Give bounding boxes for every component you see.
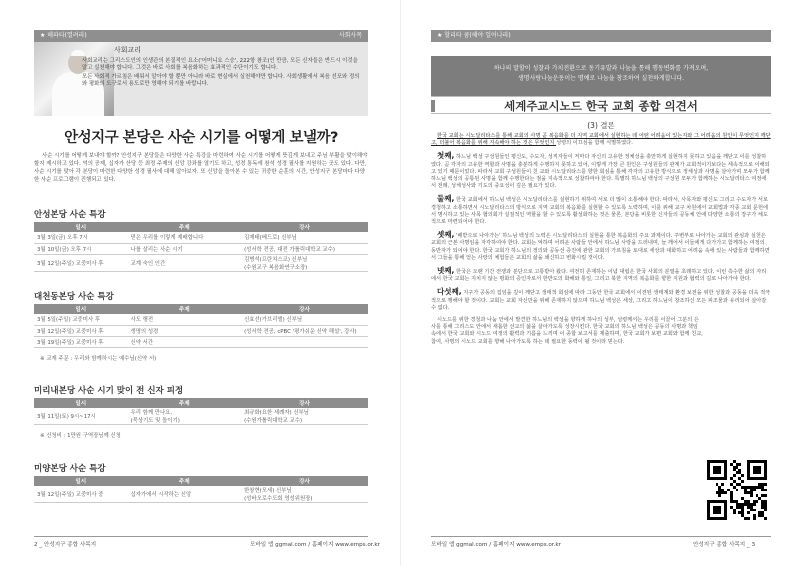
table-header: 일시	[34, 476, 128, 486]
table-header: 주제	[128, 222, 242, 232]
paragraph-text: 한국 교회에서 하느님 백성은 시노달리타스를 실현하기 위하여 서로 더 많이 소통해야 한다. 따라서, 사목자와 평신도 그리고 수도자가 서로 경청하고 소통하면서 시노달리타스의 방식으로 지역 교회의 복음화를 실현할 수 있도록 노력하며, 이를 위해 교구 차원에서 교회법과 각종 교회 문헌에서 명시하고 있는 사목 협의회가 실질적인 역할을 할 수 있도록 활성화하는 것은 물론, 본당을 비롯한 신자들의 공동체 안에 다양한 소통의 장구가 체도적으로 마련되어야 한다.	[431, 197, 769, 226]
synod-paragraph	[431, 317, 703, 346]
paragraph-lead: 첫째,	[437, 151, 455, 161]
table-row	[34, 325, 368, 336]
synod-paragraph	[431, 231, 771, 262]
section-note: ※ 신청비 : 1만원 구역장님께 신청	[40, 433, 121, 439]
section-title: 미양본당 사순 특강	[34, 464, 106, 474]
table-header: 일시	[34, 398, 128, 408]
catechism-paragraph: 사회교리는 그리스도인의 인생관의 본질적인 요소('어머니요 스승', 222항 참조)인 만큼, 모든 신자들은 반드시 이것을 알고 실천해야 합니다. 그것은 바로 사회를 복음화하는 효과적인 수단이기도 합니다.	[82, 58, 358, 71]
paragraph-emphasis: 한국 교회는 시노달리타스를 통해 교회의 사명 곧 복음화를 더 지역 교회에서 실현하는 데 어떤 어려움이 있는지와 그 어려움의 원인이 무엇인지 깨닫고, 더불어 복음화를 위해 지속해야 하는 것은 무엇인지	[431, 133, 771, 147]
synod-paragraph	[431, 267, 771, 283]
synod-paragraph	[431, 195, 771, 226]
table-header: 강사	[241, 304, 368, 314]
table-cell: 교계 숙인 인간	[128, 254, 242, 271]
table-cell: (성서학 전공, 대전 가톨릭대학교 교수)	[241, 243, 368, 254]
table-cell: 우리 함께 만나요, (묵상기도 및 돌이기)	[128, 408, 242, 425]
table-cell: 사도 행전	[128, 314, 242, 325]
right-header-label: ★ 할리타 쿰(해야 일어나라)	[437, 32, 511, 39]
table-header: 일시	[34, 304, 128, 314]
synod-title: 세계주교시노드 한국 교회 종합 의견서	[504, 99, 698, 113]
table-cell	[241, 336, 368, 347]
table-cell: 김재태(베드로) 신부님	[241, 232, 368, 243]
table-cell: 3월 10일(금) 오후 7시	[34, 243, 128, 254]
footer-divider	[431, 536, 771, 537]
paragraph-lead: 넷째,	[437, 266, 455, 276]
left-footer-contact: 모바일 앱 ggmal.com / 홈페이지 www.emps.or.kr	[250, 542, 380, 548]
synod-subtitle: (3) 결론	[587, 121, 615, 130]
table-row	[34, 254, 368, 271]
schedule-table	[34, 476, 368, 503]
synod-paragraph	[431, 288, 771, 312]
table-row	[34, 486, 368, 503]
table-header: 주제	[128, 476, 242, 486]
schedule-table	[34, 304, 368, 348]
table-cell: 한창현(모세) 신부님 (성바오로수도회 영성위원장)	[241, 486, 368, 503]
table-cell: 3월 12일(주일) 교중미사 후	[34, 254, 128, 271]
section-title: 안성본당 사순 특강	[34, 210, 106, 220]
synod-body	[431, 133, 771, 351]
paragraph-lead: 다섯째,	[437, 287, 462, 297]
paragraph-lead: 셋째,	[437, 230, 455, 240]
catechism-title: 사회교리	[114, 46, 142, 54]
table-row	[34, 336, 368, 347]
table-cell: 3월 11일(토) 9시~17시	[34, 408, 128, 425]
synod-paragraph	[431, 152, 771, 190]
table-header: 강사	[241, 222, 368, 232]
article-title: 안성지구 본당은 사순 시기를 어떻게 보낼까?	[64, 130, 338, 146]
catechism-text	[82, 58, 362, 90]
right-page	[400, 0, 800, 566]
right-page-header	[431, 30, 771, 42]
catechism-paragraph: 모든 사회적 가르침은 배워서 알아야 할 뿐만 아니라 바로 현실에서 실천해야만 합니다. 사회생활에서 복음 선포와 정의와 평화의 도구로서 용도로만 영해야 되기를 바랍니다.	[82, 74, 360, 87]
paragraph-lead: 둘째,	[437, 194, 455, 204]
left-page-header	[34, 30, 368, 42]
table-row	[34, 314, 368, 325]
table-cell: 3월 12일(주일) 교중미사 중	[34, 486, 128, 503]
schedule-table	[34, 398, 368, 425]
table-cell: 십자가에서 시작하는 신앙	[128, 486, 242, 503]
paragraph-text: 지구가 공동의 집임을 깊이 깨닫고 생태적 회심에 따라 그동안 한국 교회에서 이전된 생태계와 환경 보전을 위한 성찰과 공동을 더욱 적극적으로 행해야 할 것이다. 교회는 교회 자신만을 위해 존재하지 않으며 하느님 백성은 세상, 그리고 하느님이 창조하신 모든 피조물과 유리되어 살아갈 수 없다.	[431, 290, 771, 311]
table-cell: 나를 살리는 사순 시기	[128, 243, 242, 254]
article-intro: 사순 시기를 어떻게 보내야 할까? 안성지구 본당들은 다양한 사순 특강을 마련하여 사순 시기를 어떻게 뜻깊게 보내고 주님 부활을 맞이해야 할지 제시하고 있다. 억의 공제, 십자가 산당 등 최정 주제의 신앙 강좌를 열기도 하고, 성경 통독에 참석 성경 필사를 지원하는 곳도 있다. 다만, 사순 시기를 맞아 각 본당이 마련한 다양한 성경 필사에 대해 알아보자. 또 신앙을 돌아본 수 있는 귀중한 순훈의 시간, 안성지구 본당마다 다양한 사순 프로그램이 진행되고 있다.	[34, 153, 368, 183]
table-header: 강사	[241, 398, 368, 408]
table-cell: (성서학 전공, cPBC '평가쉬운 신약 해설', 강사)	[241, 325, 368, 336]
section-title: 미리내본당 사순 시기 맞이 전 신자 피정	[34, 386, 184, 396]
table-header: 주제	[128, 304, 242, 314]
left-page-number: 2 _ 안성지구 종합 사목지	[34, 542, 97, 548]
paragraph-text: 한국은 오랜 기간 전쟁과 분단으로 고통받아 왔다. 여전히 존재하는 이념 대립은 한국 사회의 분열을 초래하고 있다. 이런 측수한 삶의 자리에서 한국 교회는 지치지 않는 평화의 증인자로서 한반도의 화해와 통일, 그리고 북한 지역의 복음화를 향한 지원과 협력의 길로 나아가야 한다.	[431, 269, 767, 283]
table-cell: 신효선(가브리엘) 신부님	[241, 314, 368, 325]
table-cell: 3월 5일(주일) 교중미사 후	[34, 314, 128, 325]
right-footer-contact: 모바일 앱 ggmal.com / 홈페이지 www.emps.or.kr	[431, 542, 561, 548]
section-note: ※ 교재 주문 : 우리와 함께하시는 예수님(신약 서)	[40, 356, 157, 362]
footer-divider	[34, 536, 368, 537]
left-header-label: ★ 해파타(열려라)	[40, 32, 87, 39]
table-cell: 3월 3일(금) 오후 7시	[34, 232, 128, 243]
table-cell: 최규화(요한 세례자) 신부님 (수원가톨릭대학교 교수)	[241, 408, 368, 425]
table-header: 강사	[241, 476, 368, 486]
qr-code[interactable]	[707, 460, 767, 520]
table-row	[34, 243, 368, 254]
paragraph-text: 시노드를 위한 경청과 나눔 안에서 발견한 하느님의 백성을 향하게 하나의 성부, 성령께서는 우리를 이끌어 그분의 은사를 통해 그리스도 안에서 새롭한 선교의 삶을 살아가도록 성장시킨다. 한국 교회의 하느님 백성은 공동의 사명과 책임 속에서 한국 교회와 시노드 여정의 활력과 기름을 느끼며 이 종합 보고서를 제출하며, 한국 교회가 보편 교회와 함께 친교, 참여, 사명의 시노드 교회를 향해 나아가도록 하는 데 필요한 동력이 될 것이라 믿는다.	[431, 317, 703, 345]
schedule-table	[34, 222, 368, 272]
table-cell: 신약 서간	[128, 336, 242, 347]
paragraph-text: 하느님 백성 구성원들인 평신도, 수도자, 성직자들이 저마다 자신의 고유한 정체성을 충만하게 실현하지 못하고 있음을 깨닫고 이를 성찰하였다. 곧 각자의 고유한 역할과 사명을 충분하게 수행하지 못하고 있어, 이렇게 가장 큰 원인은 구성원들의 관계가 교회적이기보다는 세속적으로 이해되고 있기 때문이었다. 따라서 교회 구성원들이 친 교와 시노달리타스를 향한 회심을 통해 각자의 고유한 방식으로 정체성과 사명을 살아가며 모두가 함께 하느님 백성의 공통된 사명을 함께 수행한다는 점을 지속적으로 성찰하여야 한다. 특별히 하느님 백성의 구성원 모두가 함께하는 시노달리타스 여정에서 전례, 성체성사와 기도의 중요성이 깊은 필요가 있다.	[431, 154, 770, 190]
paragraph-text: 성령의 이끄심을 함께 식별하였다.	[556, 140, 633, 147]
table-cell: 3월 19일(주일) 교중미사 후	[34, 336, 128, 347]
synod-paragraph	[431, 133, 771, 147]
table-header: 일시	[34, 222, 128, 232]
table-row	[34, 408, 368, 425]
left-header-section: 사회사목	[338, 32, 362, 39]
section-title: 대천동본당 사순 특강	[34, 292, 114, 302]
table-cell: 3월 12일(주일) 교중미사 후	[34, 325, 128, 336]
banner-line: 하나의 말할이 성찰과 가치전환으로 동기유발과 나눔을 통해 행동변화를 가져오며,	[493, 65, 709, 72]
table-cell: 김병석(프란치스코) 신부님 (수원교구 복음화연구소장)	[241, 254, 368, 271]
motto-banner	[431, 56, 771, 96]
table-cell: 생명의 성경	[128, 325, 242, 336]
banner-line: 생명사랑나눔운동이는 명예로 나눔을 창조하여 실천하게합니다.	[517, 75, 685, 82]
paragraph-text: '배받으로 나아가는' 하느님 백성의 노력은 시노달리타스의 실현을 통한 복음화의 주요 과제이다. 주변부로 나아가는 교회의 관심과 실천은 교회의 근본 사명임을 자각하여야 한다. 교회는 억하며 어려운 사람들 안에서 하느님 사랑을 드러내며, 늘 깨어서 이들에게 다가가고 함께하는 여정의 동반자가 되어야 한다. 한국 교회가 하느님의 정의와 공동선 증진에 관한 교회의 가르침을 토대로 세상과 대화하고 어려움 속에 있는 사람들과 함께하면서 그들을 통해 얻는 사랑의 체험들은 교회의 삶을 쇄신하고 변화시킬 것이다.	[431, 233, 770, 261]
table-cell: 믿은 우리를 이렇게 재배합니다	[128, 232, 242, 243]
right-page-number: 안성지구 종합 사목지 _ 3	[693, 542, 756, 548]
table-header: 주제	[128, 398, 242, 408]
synod-title-bar	[431, 96, 771, 114]
table-row	[34, 232, 368, 243]
